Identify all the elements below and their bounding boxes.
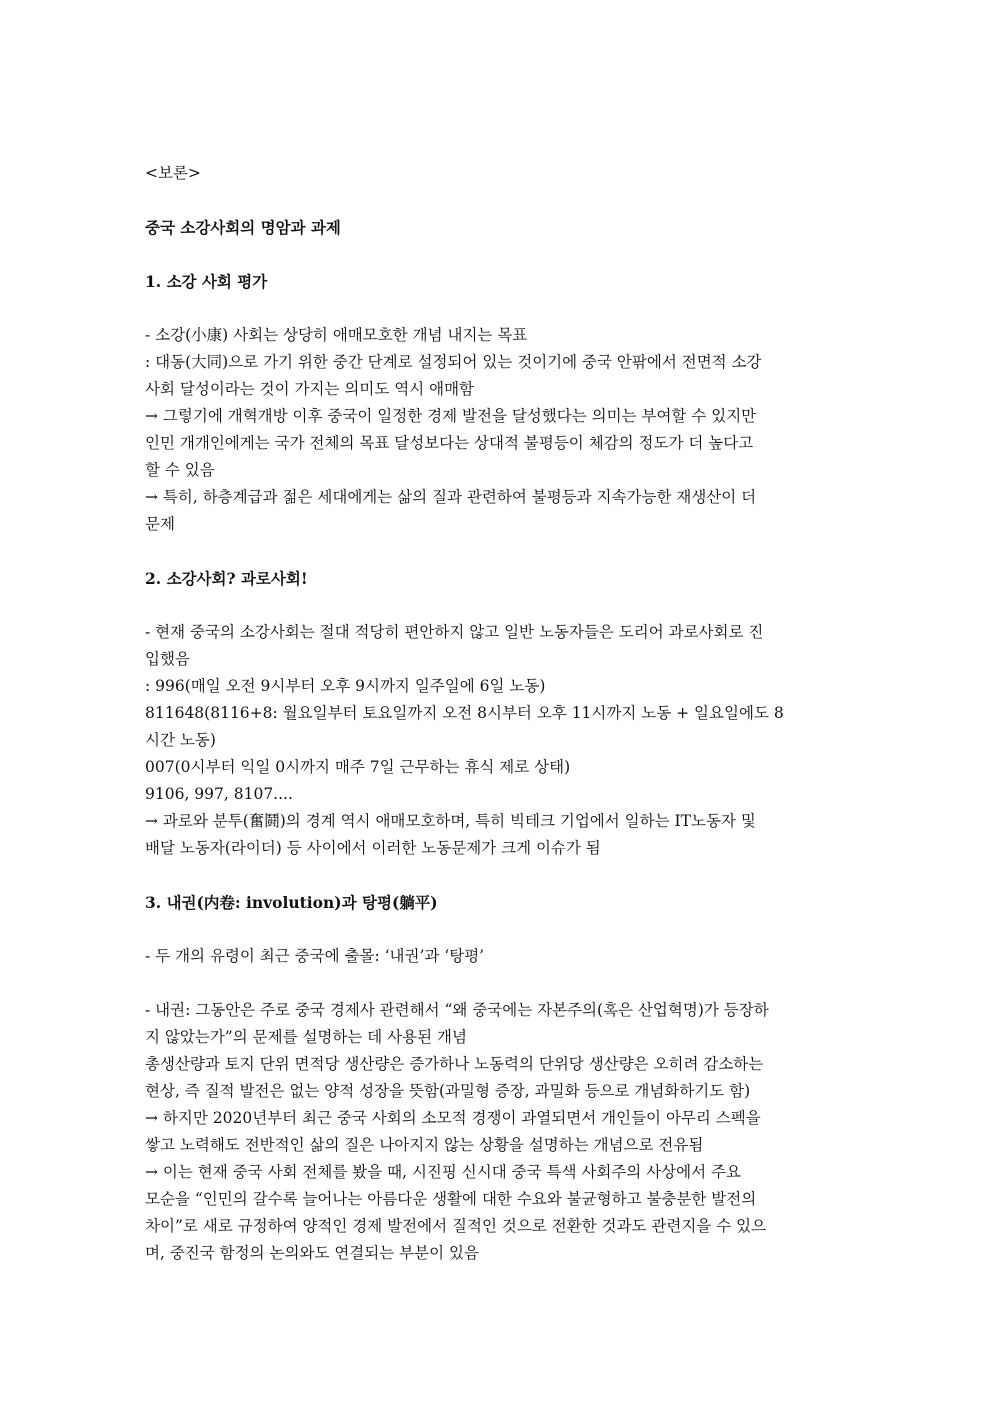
body-line: 문제 (145, 515, 175, 533)
spacer (145, 862, 853, 889)
body-line: → 특히, 하층계급과 젊은 세대에게는 삶의 질과 관련하여 불평등과 지속가능한 재생산이 더 (145, 488, 757, 506)
spacer (145, 592, 853, 619)
body-line: → 그렇기에 개혁개방 이후 중국이 일정한 경제 발전을 달성했다는 의미는 부여할 수 있지만 (145, 407, 757, 425)
body-line: 차이”로 새로 규정하여 양적인 경제 발전에서 질적인 것으로 전환한 것과도 관련지을 수 있으 (145, 1217, 767, 1235)
body-line: 9106, 997, 8107.... (145, 785, 293, 803)
body-line: → 하지만 2020년부터 최근 중국 사회의 소모적 경쟁이 과열되면서 개인들이 아무리 스펙을 (145, 1109, 761, 1127)
body-line: → 과로와 분투(奮鬪)의 경계 역시 애매모호하며, 특히 빅테크 기업에서 일하는 IT노동자 및 (145, 812, 756, 830)
body-line: → 이는 현재 중국 사회 전체를 봤을 때, 시진핑 신시대 중국 특색 사회주의 사상에서 주요 (145, 1163, 741, 1181)
body-line: 007(0시부터 익일 0시까지 매주 7일 근무하는 휴식 제로 상태) (145, 758, 571, 776)
body-line: - 두 개의 유령이 최근 중국에 출몰: ‘내권’과 ‘탕평’ (145, 947, 485, 965)
body-line: 인민 개개인에게는 국가 전체의 목표 달성보다는 상대적 불평등이 체감의 정도가 더 높다고 (145, 434, 754, 452)
spacer (145, 538, 853, 565)
body-line: 사회 달성이라는 것이 가지는 의미도 역시 애매함 (145, 380, 475, 398)
body-line: - 현재 중국의 소강사회는 절대 적당히 편안하지 않고 일반 노동자들은 도리어 과로사회로 진 (145, 623, 764, 641)
document-header: <보론> (145, 164, 201, 182)
body-line: 현상, 즉 질적 발전은 없는 양적 성장을 뜻함(과밀형 증장, 과밀화 등으로 개념화하기도 함) (145, 1082, 751, 1100)
document-page (145, 160, 853, 1294)
section-heading: 1. 소강 사회 평가 (145, 272, 268, 291)
body-line: : 996(매일 오전 9시부터 오후 9시까지 일주일에 6일 노동) (145, 677, 546, 695)
sections-container (145, 268, 853, 1294)
document-title: 중국 소강사회의 명암과 과제 (145, 218, 341, 237)
spacer (145, 187, 853, 214)
spacer (145, 970, 853, 997)
body-line: 할 수 있음 (145, 461, 215, 479)
section-heading: 2. 소강사회? 과로사회! (145, 569, 308, 588)
spacer (145, 295, 853, 322)
body-line: 총생산량과 토지 단위 면적당 생산량은 증가하나 노동력의 단위당 생산량은 오히려 감소하는 (145, 1055, 764, 1073)
body-line: : 대동(大同)으로 가기 위한 중간 단계로 설정되어 있는 것이기에 중국 안팎에서 전면적 소강 (145, 353, 762, 371)
body-line: 811648(8116+8: 월요일부터 토요일까지 오전 8시부터 오후 11시까지 노동 + 일요일에도 8 (145, 704, 784, 722)
body-line: 쌓고 노력해도 전반적인 삶의 질은 나아지지 않는 상황을 설명하는 개념으로 전유됨 (145, 1136, 704, 1154)
spacer (145, 1267, 853, 1294)
spacer (145, 241, 853, 268)
body-line: 시간 노동) (145, 731, 216, 749)
body-line: 모순을 “인민의 갈수록 늘어나는 아름다운 생활에 대한 수요와 불균형하고 불충분한 발전의 (145, 1190, 757, 1208)
body-line: 입했음 (145, 650, 190, 668)
body-line: 지 않았는가”의 문제를 설명하는 데 사용된 개념 (145, 1028, 467, 1046)
body-line: 며, 중진국 함정의 논의와도 연결되는 부분이 있음 (145, 1244, 479, 1262)
spacer (145, 916, 853, 943)
body-line: - 소강(小康) 사회는 상당히 애매모호한 개념 내지는 목표 (145, 326, 528, 344)
body-line: - 내권: 그동안은 주로 중국 경제사 관련해서 “왜 중국에는 자본주의(혹은 산업혁명)가 등장하 (145, 1001, 769, 1019)
body-line: 배달 노동자(라이더) 등 사이에서 이러한 노동문제가 크게 이슈가 됨 (145, 839, 601, 857)
section-heading: 3. 내권(内卷: involution)과 탕평(躺平) (145, 893, 438, 912)
